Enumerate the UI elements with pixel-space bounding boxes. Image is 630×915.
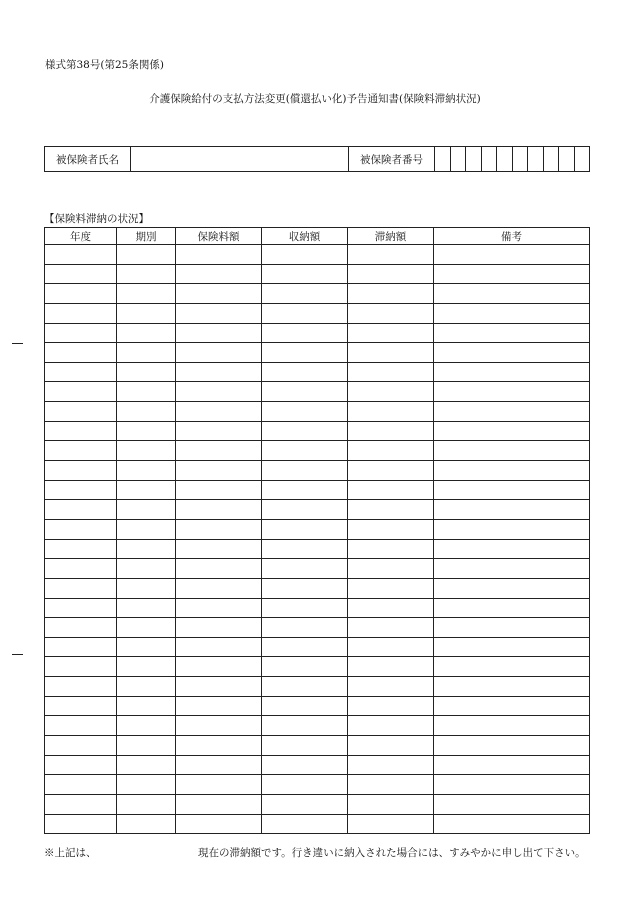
cell-premium-amount[interactable] <box>176 343 262 363</box>
cell-premium-amount[interactable] <box>176 441 262 461</box>
cell-period[interactable] <box>117 598 176 618</box>
cell-period[interactable] <box>117 323 176 343</box>
cell-premium-amount[interactable] <box>176 814 262 834</box>
cell-period[interactable] <box>117 245 176 265</box>
cell-delinquent-amount[interactable] <box>348 755 434 775</box>
cell-remarks[interactable] <box>434 382 590 402</box>
cell-collected-amount[interactable] <box>262 755 348 775</box>
footnote-text: 現在の滞納額です。行き違いに納入された場合には、すみやかに申し出て下さい。 <box>198 847 586 859</box>
cell-fiscal-year[interactable] <box>45 362 117 382</box>
cell-collected-amount[interactable] <box>262 284 348 304</box>
column-header-period: 期別 <box>117 228 176 245</box>
insured-number-digit-3[interactable] <box>466 147 482 172</box>
cell-period[interactable] <box>117 716 176 736</box>
cell-premium-amount[interactable] <box>176 657 262 677</box>
cell-collected-amount[interactable] <box>262 559 348 579</box>
cell-remarks[interactable] <box>434 480 590 500</box>
cell-remarks[interactable] <box>434 637 590 657</box>
table-row <box>45 696 590 716</box>
cell-fiscal-year[interactable] <box>45 559 117 579</box>
cell-fiscal-year[interactable] <box>45 637 117 657</box>
cell-fiscal-year[interactable] <box>45 814 117 834</box>
table-row <box>45 264 590 284</box>
punch-hole-mark-upper <box>12 343 23 344</box>
table-row <box>45 716 590 736</box>
table-header-row <box>45 228 590 245</box>
cell-collected-amount[interactable] <box>262 657 348 677</box>
cell-delinquent-amount[interactable] <box>348 441 434 461</box>
cell-delinquent-amount[interactable] <box>348 618 434 638</box>
cell-delinquent-amount[interactable] <box>348 775 434 795</box>
cell-fiscal-year[interactable] <box>45 284 117 304</box>
cell-collected-amount[interactable] <box>262 794 348 814</box>
cell-premium-amount[interactable] <box>176 598 262 618</box>
cell-period[interactable] <box>117 264 176 284</box>
footnote-prefix: ※上記は、 <box>44 847 97 859</box>
cell-collected-amount[interactable] <box>262 716 348 736</box>
punch-hole-mark-lower <box>12 654 23 655</box>
cell-premium-amount[interactable] <box>176 382 262 402</box>
cell-delinquent-amount[interactable] <box>348 323 434 343</box>
table-row <box>45 323 590 343</box>
cell-period[interactable] <box>117 736 176 756</box>
cell-collected-amount[interactable] <box>262 677 348 697</box>
cell-fiscal-year[interactable] <box>45 618 117 638</box>
cell-fiscal-year[interactable] <box>45 677 117 697</box>
table-row <box>45 303 590 323</box>
cell-premium-amount[interactable] <box>176 618 262 638</box>
cell-period[interactable] <box>117 441 176 461</box>
cell-delinquent-amount[interactable] <box>348 284 434 304</box>
insured-number-digit-5[interactable] <box>497 147 513 172</box>
cell-delinquent-amount[interactable] <box>348 480 434 500</box>
cell-fiscal-year[interactable] <box>45 264 117 284</box>
cell-remarks[interactable] <box>434 677 590 697</box>
cell-period[interactable] <box>117 559 176 579</box>
cell-premium-amount[interactable] <box>176 578 262 598</box>
insured-number-digit-4[interactable] <box>481 147 497 172</box>
cell-remarks[interactable] <box>434 461 590 481</box>
cell-fiscal-year[interactable] <box>45 578 117 598</box>
cell-fiscal-year[interactable] <box>45 716 117 736</box>
cell-delinquent-amount[interactable] <box>348 559 434 579</box>
table-row <box>45 382 590 402</box>
cell-fiscal-year[interactable] <box>45 539 117 559</box>
table-row <box>45 775 590 795</box>
cell-delinquent-amount[interactable] <box>348 264 434 284</box>
column-header-premium-amount: 保険料額 <box>176 228 262 245</box>
cell-period[interactable] <box>117 362 176 382</box>
cell-collected-amount[interactable] <box>262 362 348 382</box>
cell-period[interactable] <box>117 814 176 834</box>
table-row <box>45 794 590 814</box>
form-number: 様式第38号(第25条関係) <box>45 59 164 71</box>
cell-delinquent-amount[interactable] <box>348 578 434 598</box>
cell-period[interactable] <box>117 677 176 697</box>
cell-premium-amount[interactable] <box>176 794 262 814</box>
cell-collected-amount[interactable] <box>262 775 348 795</box>
table-row <box>45 755 590 775</box>
cell-remarks[interactable] <box>434 598 590 618</box>
table-row <box>45 500 590 520</box>
insured-number-digit-7[interactable] <box>528 147 544 172</box>
cell-remarks[interactable] <box>434 794 590 814</box>
cell-period[interactable] <box>117 637 176 657</box>
cell-remarks[interactable] <box>434 421 590 441</box>
cell-period[interactable] <box>117 303 176 323</box>
cell-premium-amount[interactable] <box>176 323 262 343</box>
table-row <box>45 618 590 638</box>
cell-fiscal-year[interactable] <box>45 598 117 618</box>
cell-fiscal-year[interactable] <box>45 696 117 716</box>
cell-collected-amount[interactable] <box>262 441 348 461</box>
cell-period[interactable] <box>117 578 176 598</box>
cell-premium-amount[interactable] <box>176 284 262 304</box>
cell-remarks[interactable] <box>434 323 590 343</box>
cell-remarks[interactable] <box>434 559 590 579</box>
cell-period[interactable] <box>117 421 176 441</box>
cell-remarks[interactable] <box>434 775 590 795</box>
cell-period[interactable] <box>117 618 176 638</box>
cell-delinquent-amount[interactable] <box>348 303 434 323</box>
cell-period[interactable] <box>117 500 176 520</box>
insured-number-digit-1[interactable] <box>435 147 451 172</box>
table-row <box>45 637 590 657</box>
table-row <box>45 245 590 265</box>
cell-remarks[interactable] <box>434 264 590 284</box>
table-row <box>45 441 590 461</box>
column-header-collected-amount: 収納額 <box>262 228 348 245</box>
cell-collected-amount[interactable] <box>262 736 348 756</box>
cell-remarks[interactable] <box>434 755 590 775</box>
cell-period[interactable] <box>117 402 176 422</box>
cell-delinquent-amount[interactable] <box>348 382 434 402</box>
insured-number-digit-9[interactable] <box>559 147 575 172</box>
table-row <box>45 461 590 481</box>
cell-premium-amount[interactable] <box>176 755 262 775</box>
cell-collected-amount[interactable] <box>262 402 348 422</box>
cell-remarks[interactable] <box>434 500 590 520</box>
cell-fiscal-year[interactable] <box>45 461 117 481</box>
cell-premium-amount[interactable] <box>176 519 262 539</box>
cell-collected-amount[interactable] <box>262 264 348 284</box>
table-row <box>45 598 590 618</box>
cell-premium-amount[interactable] <box>176 539 262 559</box>
cell-period[interactable] <box>117 461 176 481</box>
column-header-remarks: 備考 <box>434 228 590 245</box>
cell-collected-amount[interactable] <box>262 696 348 716</box>
cell-premium-amount[interactable] <box>176 775 262 795</box>
cell-premium-amount[interactable] <box>176 696 262 716</box>
insured-name-label: 被保険者氏名 <box>45 147 131 172</box>
table-body <box>45 245 590 834</box>
table-row <box>45 814 590 834</box>
section-label: 【保険料滞納の状況】 <box>44 213 149 225</box>
insured-number-digit-2[interactable] <box>450 147 466 172</box>
cell-fiscal-year[interactable] <box>45 794 117 814</box>
cell-period[interactable] <box>117 755 176 775</box>
column-header-delinquent-amount: 滞納額 <box>348 228 434 245</box>
cell-delinquent-amount[interactable] <box>348 421 434 441</box>
insured-info-table <box>44 146 590 172</box>
cell-period[interactable] <box>117 775 176 795</box>
cell-premium-amount[interactable] <box>176 677 262 697</box>
table-row <box>45 480 590 500</box>
cell-remarks[interactable] <box>434 343 590 363</box>
cell-delinquent-amount[interactable] <box>348 794 434 814</box>
cell-remarks[interactable] <box>434 539 590 559</box>
cell-remarks[interactable] <box>434 618 590 638</box>
cell-premium-amount[interactable] <box>176 303 262 323</box>
cell-period[interactable] <box>117 480 176 500</box>
cell-premium-amount[interactable] <box>176 559 262 579</box>
cell-collected-amount[interactable] <box>262 500 348 520</box>
cell-premium-amount[interactable] <box>176 264 262 284</box>
cell-remarks[interactable] <box>434 696 590 716</box>
table-row <box>45 736 590 756</box>
cell-delinquent-amount[interactable] <box>348 736 434 756</box>
cell-remarks[interactable] <box>434 578 590 598</box>
cell-remarks[interactable] <box>434 245 590 265</box>
cell-period[interactable] <box>117 519 176 539</box>
cell-fiscal-year[interactable] <box>45 441 117 461</box>
cell-collected-amount[interactable] <box>262 814 348 834</box>
cell-collected-amount[interactable] <box>262 539 348 559</box>
cell-delinquent-amount[interactable] <box>348 362 434 382</box>
column-header-fiscal-year: 年度 <box>45 228 117 245</box>
cell-remarks[interactable] <box>434 657 590 677</box>
cell-remarks[interactable] <box>434 284 590 304</box>
cell-collected-amount[interactable] <box>262 323 348 343</box>
insured-number-digit-6[interactable] <box>512 147 528 172</box>
cell-premium-amount[interactable] <box>176 637 262 657</box>
table-row <box>45 559 590 579</box>
cell-premium-amount[interactable] <box>176 461 262 481</box>
cell-premium-amount[interactable] <box>176 716 262 736</box>
cell-collected-amount[interactable] <box>262 618 348 638</box>
cell-fiscal-year[interactable] <box>45 382 117 402</box>
cell-remarks[interactable] <box>434 303 590 323</box>
table-row <box>45 343 590 363</box>
cell-delinquent-amount[interactable] <box>348 814 434 834</box>
cell-fiscal-year[interactable] <box>45 755 117 775</box>
cell-delinquent-amount[interactable] <box>348 539 434 559</box>
table-row <box>45 657 590 677</box>
cell-collected-amount[interactable] <box>262 461 348 481</box>
cell-premium-amount[interactable] <box>176 362 262 382</box>
cell-premium-amount[interactable] <box>176 480 262 500</box>
cell-collected-amount[interactable] <box>262 245 348 265</box>
cell-fiscal-year[interactable] <box>45 500 117 520</box>
table-row <box>45 362 590 382</box>
cell-delinquent-amount[interactable] <box>348 402 434 422</box>
cell-delinquent-amount[interactable] <box>348 657 434 677</box>
table-row <box>45 284 590 304</box>
cell-collected-amount[interactable] <box>262 303 348 323</box>
insured-number-digit-8[interactable] <box>543 147 559 172</box>
cell-period[interactable] <box>117 284 176 304</box>
cell-delinquent-amount[interactable] <box>348 461 434 481</box>
cell-remarks[interactable] <box>434 362 590 382</box>
cell-period[interactable] <box>117 657 176 677</box>
cell-premium-amount[interactable] <box>176 245 262 265</box>
cell-period[interactable] <box>117 539 176 559</box>
cell-remarks[interactable] <box>434 716 590 736</box>
cell-period[interactable] <box>117 794 176 814</box>
cell-fiscal-year[interactable] <box>45 736 117 756</box>
cell-fiscal-year[interactable] <box>45 519 117 539</box>
table-row <box>45 578 590 598</box>
table-row <box>45 402 590 422</box>
insured-number-label: 被保険者番号 <box>349 147 435 172</box>
cell-collected-amount[interactable] <box>262 382 348 402</box>
document-title: 介護保険給付の支払方法変更(償還払い化)予告通知書(保険料滞納状況) <box>149 93 481 105</box>
table-row <box>45 677 590 697</box>
cell-premium-amount[interactable] <box>176 421 262 441</box>
cell-delinquent-amount[interactable] <box>348 637 434 657</box>
cell-delinquent-amount[interactable] <box>348 716 434 736</box>
cell-collected-amount[interactable] <box>262 421 348 441</box>
cell-collected-amount[interactable] <box>262 343 348 363</box>
table-row <box>45 421 590 441</box>
cell-fiscal-year[interactable] <box>45 775 117 795</box>
cell-premium-amount[interactable] <box>176 402 262 422</box>
cell-fiscal-year[interactable] <box>45 421 117 441</box>
cell-fiscal-year[interactable] <box>45 303 117 323</box>
cell-period[interactable] <box>117 343 176 363</box>
cell-period[interactable] <box>117 382 176 402</box>
cell-fiscal-year[interactable] <box>45 480 117 500</box>
insured-number-digit-10[interactable] <box>574 147 590 172</box>
cell-premium-amount[interactable] <box>176 736 262 756</box>
cell-remarks[interactable] <box>434 736 590 756</box>
cell-fiscal-year[interactable] <box>45 323 117 343</box>
cell-delinquent-amount[interactable] <box>348 677 434 697</box>
cell-remarks[interactable] <box>434 814 590 834</box>
premium-delinquency-table <box>44 227 590 834</box>
cell-remarks[interactable] <box>434 402 590 422</box>
cell-delinquent-amount[interactable] <box>348 500 434 520</box>
table-row <box>45 539 590 559</box>
cell-collected-amount[interactable] <box>262 598 348 618</box>
cell-delinquent-amount[interactable] <box>348 598 434 618</box>
cell-collected-amount[interactable] <box>262 519 348 539</box>
cell-remarks[interactable] <box>434 441 590 461</box>
cell-premium-amount[interactable] <box>176 500 262 520</box>
insured-name-field[interactable] <box>131 147 349 172</box>
cell-fiscal-year[interactable] <box>45 402 117 422</box>
cell-collected-amount[interactable] <box>262 637 348 657</box>
cell-collected-amount[interactable] <box>262 578 348 598</box>
cell-period[interactable] <box>117 696 176 716</box>
cell-delinquent-amount[interactable] <box>348 696 434 716</box>
cell-fiscal-year[interactable] <box>45 343 117 363</box>
cell-delinquent-amount[interactable] <box>348 519 434 539</box>
cell-fiscal-year[interactable] <box>45 657 117 677</box>
cell-collected-amount[interactable] <box>262 480 348 500</box>
table-row <box>45 519 590 539</box>
cell-fiscal-year[interactable] <box>45 245 117 265</box>
cell-delinquent-amount[interactable] <box>348 245 434 265</box>
cell-remarks[interactable] <box>434 519 590 539</box>
cell-delinquent-amount[interactable] <box>348 343 434 363</box>
